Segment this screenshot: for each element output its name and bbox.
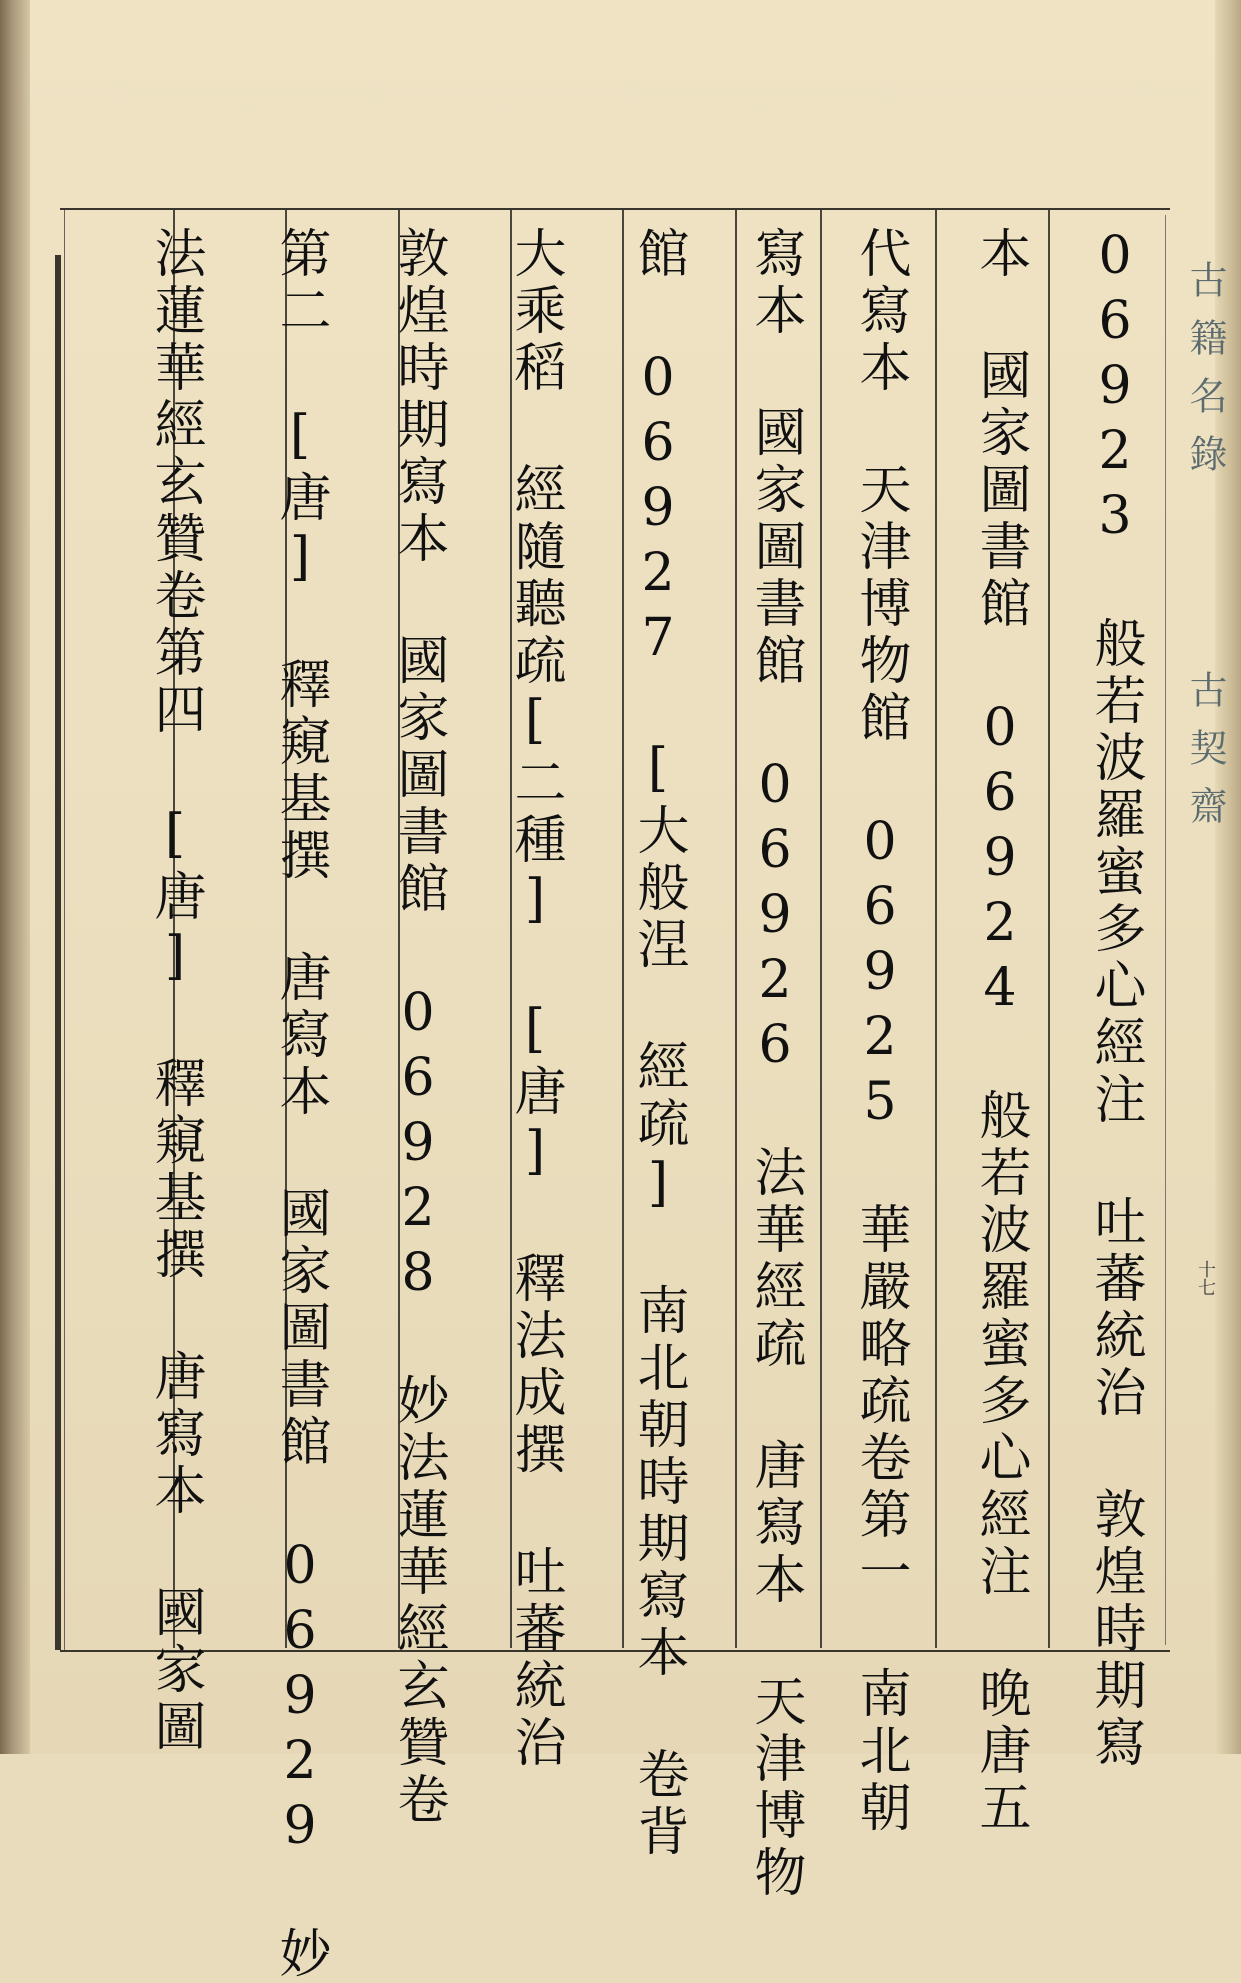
page-number: 十七 [1195, 1260, 1216, 1296]
text-column-3: 代寫本 天津博物館 06925 華嚴略疏卷第一 南北朝 [850, 226, 910, 1837]
text-column-7: 敦煌時期寫本 國家圖書館 06928 妙法蓮華經玄贊卷 [388, 226, 448, 1829]
text-column-2: 本 國家圖書館 06924 般若波羅蜜多心經注 晚唐五 [970, 226, 1030, 1837]
studio-name: 古契齋 [1183, 670, 1227, 844]
text-column-4: 寫本 國家圖書館 06926 法華經疏 唐寫本 天津博物 [745, 226, 805, 1902]
text-column-6: 大乘稻 經隨聽疏[二種] [唐] 釋法成撰 吐蕃統治 [505, 226, 565, 1772]
text-column-8: 第二 [唐] 釋窺基撰 唐寫本 國家圖書館 06929 妙 [270, 226, 330, 1983]
frame-left-inner-line [64, 210, 65, 1650]
text-column-9: 法蓮華經玄贊卷第四 [唐] 釋窺基撰 唐寫本 國家圖 [145, 226, 205, 1756]
column-rule [935, 210, 937, 1648]
book-title: 古籍名錄 [1183, 260, 1227, 492]
frame-left-border [55, 255, 61, 1650]
frame-right-border [1165, 215, 1166, 1645]
text-column-5: 館 06927 [大般涅 經疏] 南北朝時期寫本 卷背 [628, 226, 688, 1861]
text-column-1: 06923 般若波羅蜜多心經注 吐蕃統治 敦煌時期寫 [1085, 226, 1145, 1772]
book-spine [0, 0, 30, 1754]
